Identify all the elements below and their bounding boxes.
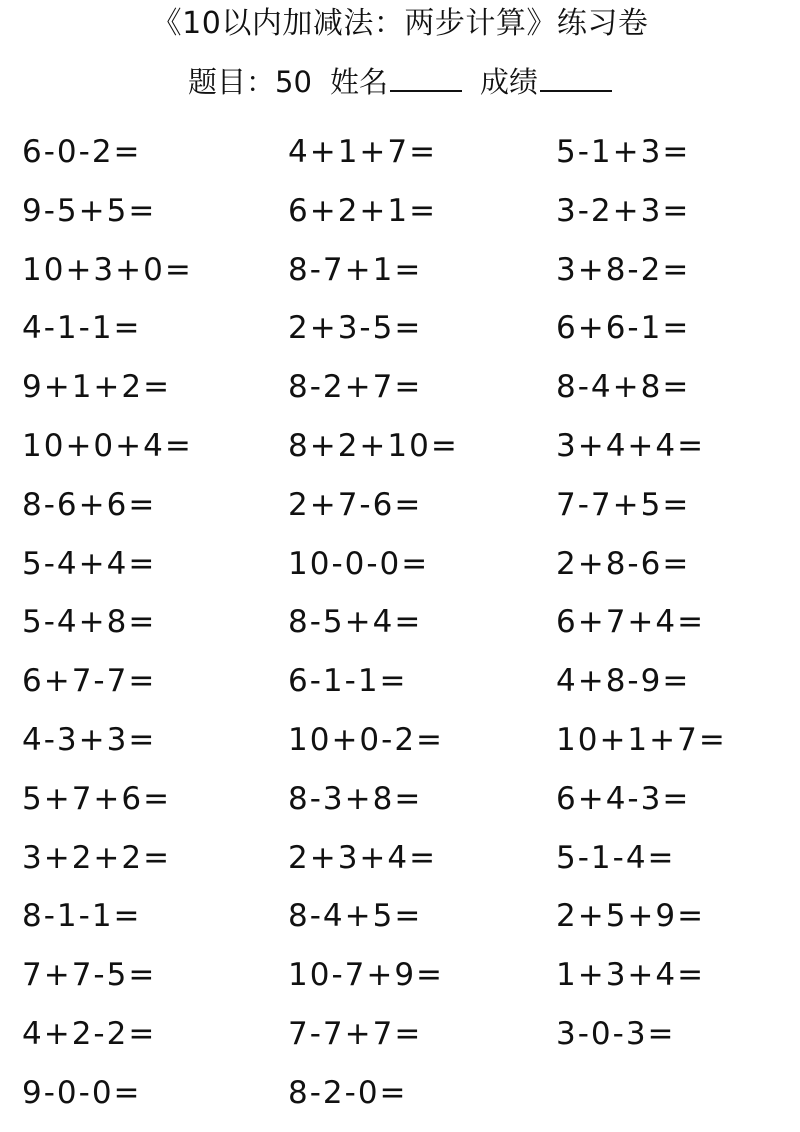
problem-count-label: 题目： <box>188 65 276 99</box>
math-problem: 9+1+2= <box>22 369 172 405</box>
math-problem: 3+2+2= <box>22 840 172 876</box>
math-problem: 8-1-1= <box>22 898 142 934</box>
math-problem: 7+7-5= <box>22 957 157 993</box>
math-problem: 2+3-5= <box>288 310 423 346</box>
math-problem: 8-4+5= <box>288 898 423 934</box>
math-problem: 6+7+4= <box>556 604 706 640</box>
math-problem: 10-0-0= <box>288 546 430 582</box>
math-problem: 8-4+8= <box>556 369 691 405</box>
math-problem: 4+1+7= <box>288 134 438 170</box>
math-problem: 2+7-6= <box>288 487 423 523</box>
math-problem: 8-5+4= <box>288 604 423 640</box>
math-problem: 4-1-1= <box>22 310 142 346</box>
math-problem: 7-7+7= <box>288 1016 423 1052</box>
math-problem: 6-0-2= <box>22 134 142 170</box>
problem-count-value: 50 <box>275 65 312 99</box>
worksheet-title: 《10以内加减法：两步计算》练习卷 <box>151 6 649 41</box>
math-problem: 3+8-2= <box>556 252 691 288</box>
math-problem: 7-7+5= <box>556 487 691 523</box>
math-problem: 5-1+3= <box>556 134 691 170</box>
math-problem: 1+3+4= <box>556 957 706 993</box>
math-problem: 6+4-3= <box>556 781 691 817</box>
math-problem: 2+8-6= <box>556 546 691 582</box>
math-problem: 5+7+6= <box>22 781 172 817</box>
math-problem: 2+5+9= <box>556 898 706 934</box>
math-problem: 9-0-0= <box>22 1075 142 1111</box>
math-problem: 8-2-0= <box>288 1075 408 1111</box>
math-problem: 4+8-9= <box>556 663 691 699</box>
math-problem: 3-2+3= <box>556 193 691 229</box>
math-problem: 6-1-1= <box>288 663 408 699</box>
math-problem: 3-0-3= <box>556 1016 676 1052</box>
math-problem: 10+1+7= <box>556 722 727 758</box>
math-problem: 8-3+8= <box>288 781 423 817</box>
score-label: 成绩 <box>479 65 538 99</box>
math-problem: 8+2+10= <box>288 428 459 464</box>
math-problem: 2+3+4= <box>288 840 438 876</box>
math-problem: 4-3+3= <box>22 722 157 758</box>
math-problem: 10+3+0= <box>22 252 193 288</box>
math-problem: 5-1-4= <box>556 840 676 876</box>
math-problem: 5-4+8= <box>22 604 157 640</box>
math-problem: 6+2+1= <box>288 193 438 229</box>
math-problem: 5-4+4= <box>22 546 157 582</box>
math-problem: 4+2-2= <box>22 1016 157 1052</box>
name-label: 姓名 <box>329 65 388 99</box>
math-problem: 6+7-7= <box>22 663 157 699</box>
math-problem: 8-6+6= <box>22 487 157 523</box>
math-problem: 6+6-1= <box>556 310 691 346</box>
math-problem: 3+4+4= <box>556 428 706 464</box>
math-problem: 9-5+5= <box>22 193 157 229</box>
math-problem: 8-7+1= <box>288 252 423 288</box>
math-problem: 8-2+7= <box>288 369 423 405</box>
math-problem: 10-7+9= <box>288 957 445 993</box>
math-problem: 10+0+4= <box>22 428 193 464</box>
math-problem: 10+0-2= <box>288 722 445 758</box>
